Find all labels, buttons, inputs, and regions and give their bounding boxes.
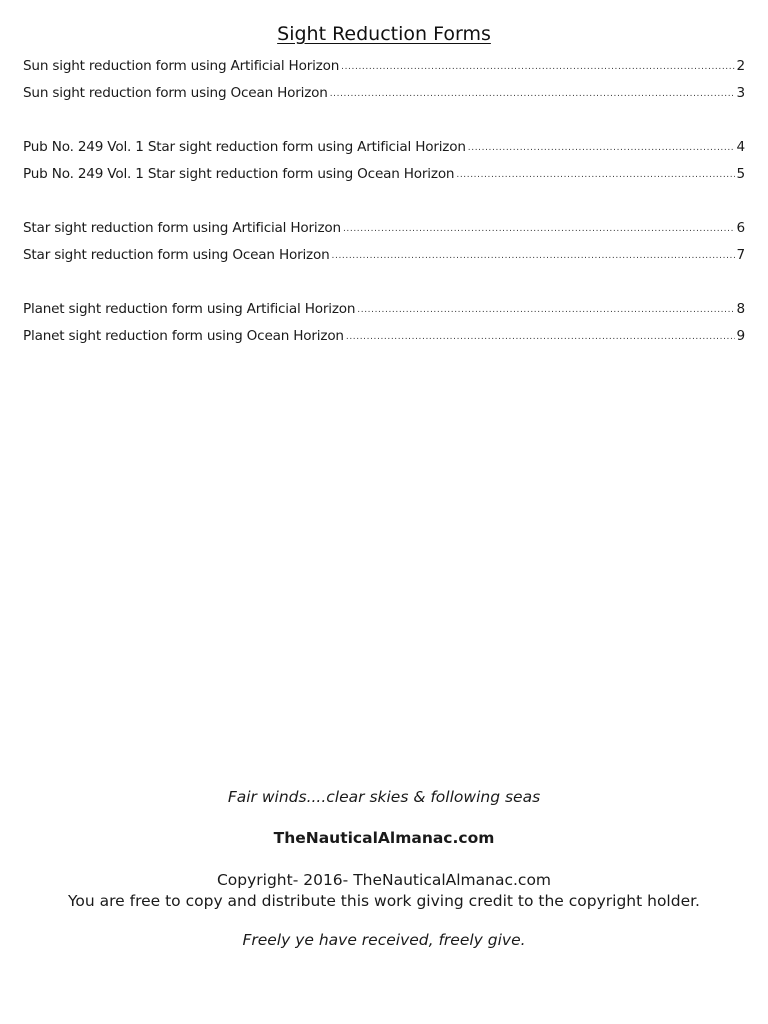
toc-entry[interactable] — [23, 220, 745, 247]
toc-entry[interactable] — [23, 139, 745, 166]
toc-page-number: 8 — [736, 301, 745, 317]
toc-entry[interactable] — [23, 328, 745, 355]
license-line: You are free to copy and distribute this work giving credit to the copyright holder. — [67, 892, 700, 910]
toc-entry[interactable] — [23, 58, 745, 85]
copyright-notice — [0, 870, 768, 912]
toc-entry-label: Star sight reduction form using Ocean Horizon — [23, 247, 330, 263]
toc-group-pub249 — [23, 139, 745, 193]
website-name: TheNauticalAlmanac.com — [273, 829, 495, 847]
table-of-contents — [23, 58, 745, 382]
toc-page-number: 6 — [736, 220, 745, 236]
toc-page-number: 5 — [736, 166, 745, 182]
toc-entry-label: Sun sight reduction form using Artificial Horizon — [23, 58, 340, 74]
toc-entry-label: Pub No. 249 Vol. 1 Star sight reduction form using Ocean Horizon — [23, 166, 455, 182]
copyright-line: Copyright- 2016- TheNauticalAlmanac.com — [216, 871, 552, 889]
closing-blessing: Freely ye have received, freely give. — [242, 931, 526, 949]
toc-entry-label: Pub No. 249 Vol. 1 Star sight reduction form using Artificial Horizon — [23, 139, 466, 155]
toc-entry-label: Planet sight reduction form using Artificial Horizon — [23, 301, 356, 317]
dot-leader — [332, 246, 735, 262]
toc-group-star — [23, 220, 745, 274]
toc-group-sun — [23, 58, 745, 112]
toc-page-number: 9 — [736, 328, 745, 344]
dot-leader — [468, 138, 735, 154]
toc-page-number: 2 — [736, 58, 745, 74]
motto-text: Fair winds....clear skies & following seas — [227, 788, 541, 806]
dot-leader — [456, 165, 734, 181]
toc-entry-label: Planet sight reduction form using Ocean Horizon — [23, 328, 344, 344]
toc-page-number: 4 — [736, 139, 745, 155]
toc-page-number: 7 — [736, 247, 745, 263]
page-title: Sight Reduction Forms — [277, 23, 491, 45]
toc-entry[interactable] — [23, 301, 745, 328]
toc-entry[interactable] — [23, 247, 745, 274]
toc-entry-label: Sun sight reduction form using Ocean Horizon — [23, 85, 328, 101]
toc-entry-label: Star sight reduction form using Artificial Horizon — [23, 220, 341, 236]
dot-leader — [343, 219, 735, 235]
toc-entry[interactable] — [23, 166, 745, 193]
dot-leader — [330, 84, 735, 100]
toc-group-planet — [23, 301, 745, 355]
toc-page-number: 3 — [736, 85, 745, 101]
dot-leader — [357, 300, 734, 316]
dot-leader — [341, 57, 734, 73]
toc-entry[interactable] — [23, 85, 745, 112]
dot-leader — [346, 327, 735, 343]
